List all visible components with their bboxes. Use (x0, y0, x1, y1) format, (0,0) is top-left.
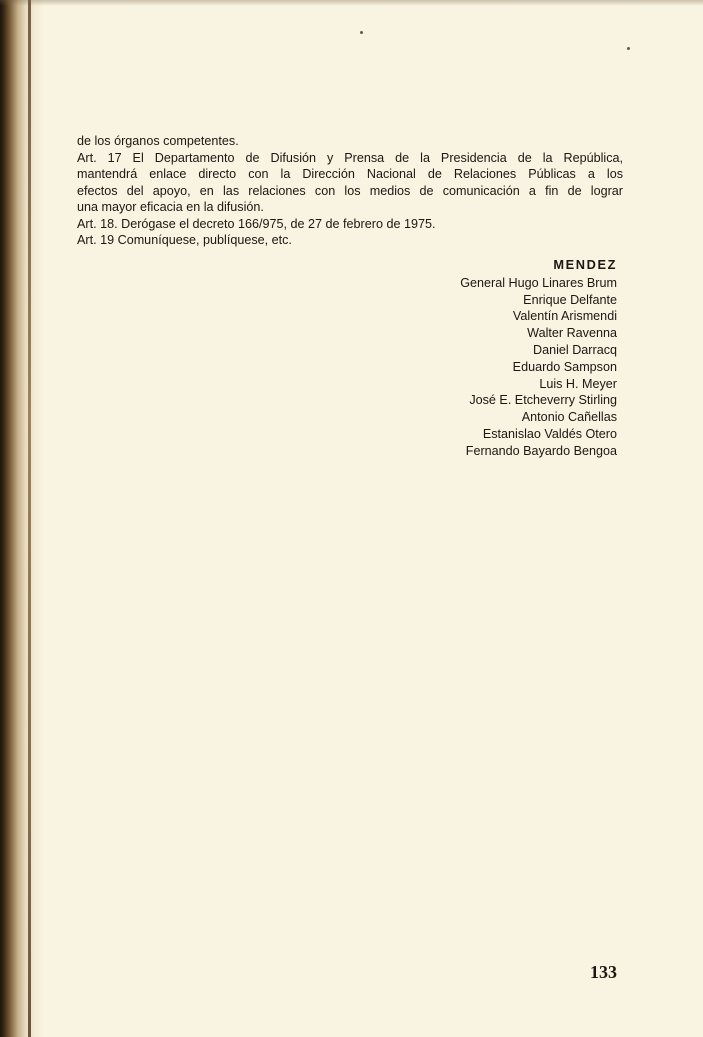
article-17-line: Art. 17 El Departamento de Difusión y Prensa de la Presidencia de la República, (77, 150, 623, 165)
signatory-name: Eduardo Sampson (512, 359, 617, 374)
paragraph-continuation: de los órganos competentes. (77, 134, 239, 148)
article-17-line: efectos del apoyo, en las relaciones con los medios de comunicación a fin de lograr (77, 183, 623, 198)
signatory-name: José E. Etcheverry Stirling (469, 393, 617, 408)
paper-speck (360, 31, 363, 34)
signature-lead: MENDEZ (553, 257, 617, 272)
signatory-name: General Hugo Linares Brum (460, 275, 617, 290)
signatory-name: Daniel Darracq (533, 342, 617, 357)
signatory-name: Luis H. Meyer (539, 376, 617, 391)
signatory-name: Estanislao Valdés Otero (482, 426, 617, 441)
book-binding-shadow (0, 0, 44, 1037)
signatory-name: Fernando Bayardo Bengoa (465, 443, 617, 458)
signatory-name: Antonio Cañellas (521, 410, 617, 425)
page-number: 133 (590, 962, 617, 982)
signatory-name: Valentín Arismendi (512, 309, 617, 324)
article-17-line: mantendrá enlace directo con la Dirección Nacional de Relaciones Públicas a los (77, 167, 623, 181)
decree-text (77, 133, 623, 249)
article-17 (77, 150, 623, 216)
binding-edge (28, 0, 31, 1037)
top-edge-shadow (0, 0, 703, 6)
signature-block (460, 257, 617, 460)
article-17-line: una mayor eficacia en la difusión. (77, 200, 264, 214)
article-19: Art. 19 Comuníquese, publíquese, etc. (77, 233, 292, 247)
paper-speck (627, 47, 630, 50)
article-18: Art. 18. Derógase el decreto 166/975, de 27 de febrero de 1975. (77, 216, 436, 231)
signatory-list (460, 275, 617, 460)
signatory-name: Enrique Delfante (523, 292, 617, 307)
signatory-name: Walter Ravenna (527, 326, 617, 341)
